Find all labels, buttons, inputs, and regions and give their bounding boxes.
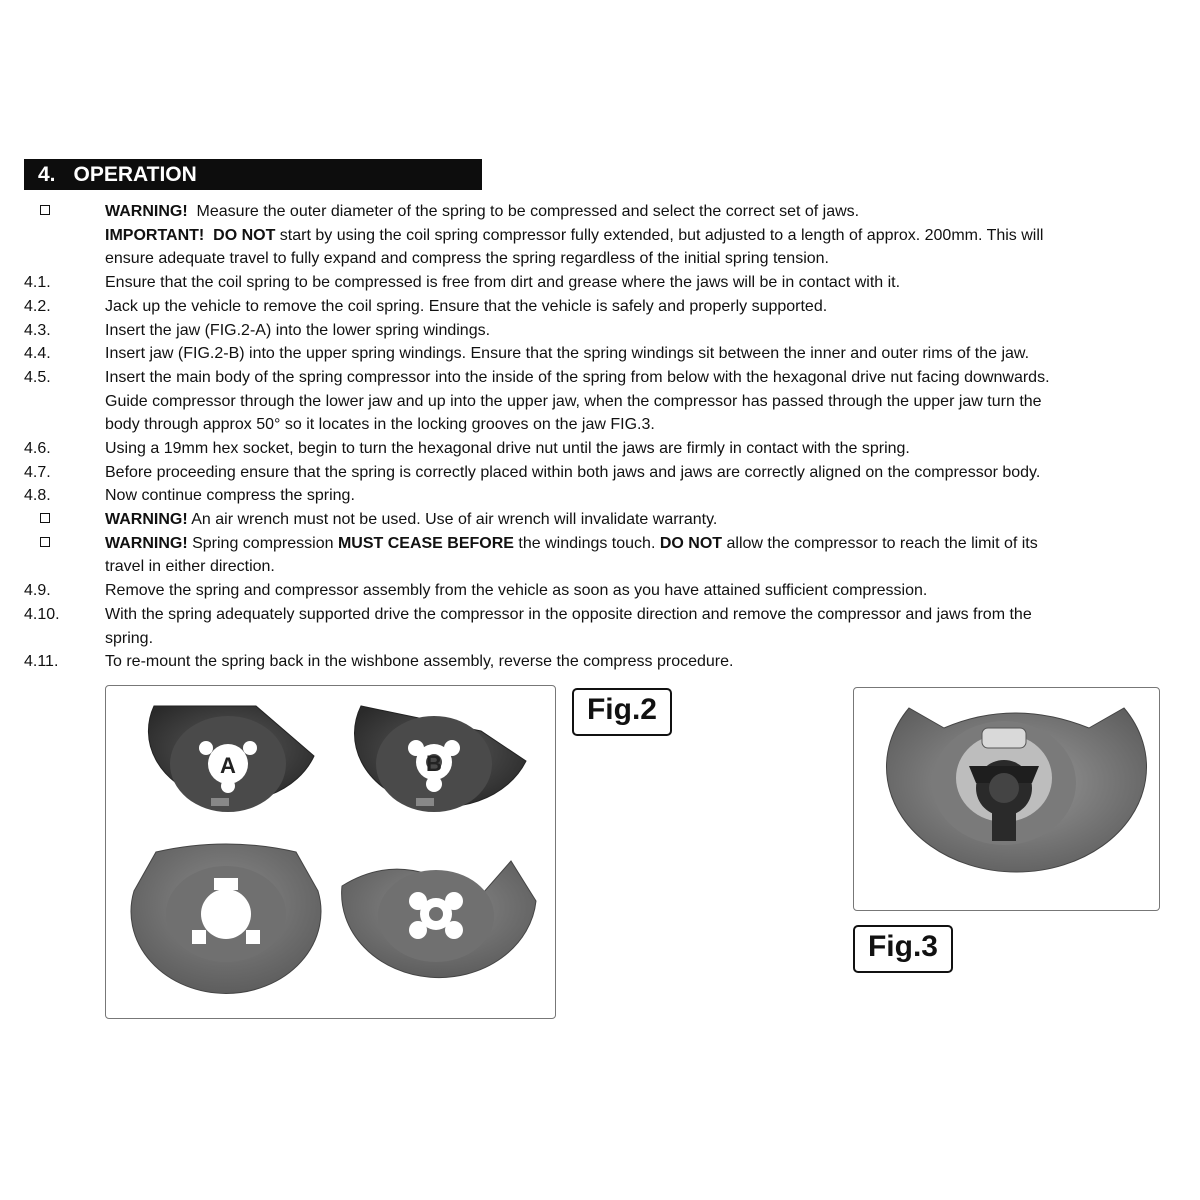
checkbox-icon <box>40 537 50 547</box>
body-text: Insert the jaw (FIG.2-A) into the lower spring windings. <box>105 321 491 339</box>
step-item <box>0 532 1200 579</box>
jaw-b-bottom <box>342 861 536 978</box>
assembled-jaw <box>887 708 1147 872</box>
body-text: With the spring adequately supported drive the compressor in the opposite direction and remove the compressor and jaws from the <box>105 605 1032 623</box>
jaw-a-bottom <box>131 844 321 993</box>
step-text-line <box>105 319 1177 343</box>
body-text: Insert jaw (FIG.2-B) into the upper spring windings. Ensure that the spring windings sit between the inner and outer rims of the jaw. <box>105 345 1030 363</box>
step-text-line <box>105 627 1177 651</box>
fig2-jaws-illustration <box>106 686 554 1017</box>
step-text-line <box>105 484 1177 508</box>
body-text: To re-mount the spring back in the wishbone assembly, reverse the compress procedure. <box>105 653 734 671</box>
body-text: the windings touch. <box>513 534 660 552</box>
emphasis-text: DO NOT <box>659 534 723 552</box>
step-item <box>0 461 1200 485</box>
step-number: 4.6. <box>24 440 51 457</box>
step-text-line <box>105 508 1177 532</box>
step-item <box>0 603 1200 650</box>
body-text: Jack up the vehicle to remove the coil spring. Ensure that the vehicle is safely and properly supported. <box>105 297 828 315</box>
step-item <box>0 484 1200 508</box>
fig2-panel <box>105 685 556 1019</box>
section-header <box>24 159 482 190</box>
step-item <box>0 366 1200 437</box>
fig2-label: Fig.2 <box>572 688 672 736</box>
section-title: OPERATION <box>73 163 197 186</box>
step-text-line <box>105 437 1177 461</box>
section-number: 4. <box>38 163 56 186</box>
body-text: Remove the spring and compressor assembly from the vehicle as soon as you have attained sufficient compression. <box>105 582 928 600</box>
step-text-line <box>105 461 1177 485</box>
step-number: 4.9. <box>24 582 51 600</box>
body-text: spring. <box>105 629 154 647</box>
step-text-line <box>105 247 1177 271</box>
body-text: Before proceeding ensure that the spring is correctly placed within both jaws and jaws are correctly aligned on the compressor body. <box>105 463 1041 481</box>
step-item <box>0 271 1200 295</box>
body-text <box>204 227 213 244</box>
step-number: 4.1. <box>24 274 51 292</box>
fig3-label: Fig.3 <box>853 925 953 973</box>
body-text: travel in either direction. <box>105 558 275 576</box>
body-text: Insert the main body of the spring compressor into the inside of the spring from below with the hexagonal drive nut facing downwards. <box>105 368 1050 386</box>
body-text: Guide compressor through the lower jaw and up into the upper jaw, when the compressor has passed through the upper jaw turn the <box>105 392 1042 410</box>
step-text-line <box>105 413 1177 437</box>
body-text: body through approx 50° so it locates in the locking grooves on the jaw FIG.3. <box>105 416 655 434</box>
step-text-line <box>105 532 1177 556</box>
step-number: 4.2. <box>24 297 51 315</box>
body-text: ensure adequate travel to fully expand and compress the spring regardless of the initial spring tension. <box>105 250 829 268</box>
step-item <box>0 437 1200 461</box>
step-item <box>0 200 1200 271</box>
step-number: 4.3. <box>24 321 51 339</box>
jaw-b-label: B <box>426 751 442 776</box>
emphasis-text: WARNING! <box>105 534 188 552</box>
step-number: 4.5. <box>24 368 51 386</box>
body-text: Using a 19mm hex socket, begin to turn the hexagonal drive nut until the jaws are firmly in contact with the spring. <box>105 440 910 457</box>
step-text-line <box>105 366 1177 390</box>
emphasis-text: WARNING! <box>105 203 188 220</box>
step-item <box>0 508 1200 532</box>
checkbox-icon <box>40 205 50 215</box>
step-item <box>0 319 1200 343</box>
step-text-line <box>105 224 1177 248</box>
step-item <box>0 295 1200 319</box>
step-number: 4.8. <box>24 487 51 505</box>
step-item <box>0 650 1200 674</box>
body-text: start by using the coil spring compressor fully extended, but adjusted to a length of approx. 200mm. This will <box>275 226 1044 244</box>
body-text: Now continue compress the spring. <box>105 487 355 505</box>
step-number: 4.4. <box>24 345 51 363</box>
emphasis-text: IMPORTANT! <box>105 226 205 244</box>
emphasis-text: DO NOT <box>213 226 276 244</box>
step-text-line <box>105 390 1177 414</box>
body-text: Measure the outer diameter of the spring to be compressed and select the correct set of jaws. <box>187 203 860 220</box>
step-text-line <box>105 603 1177 627</box>
step-number: 4.11. <box>24 653 59 671</box>
emphasis-text: WARNING! <box>105 511 188 529</box>
step-number: 4.10. <box>24 605 60 623</box>
fig3-panel <box>853 687 1160 911</box>
step-text-line <box>105 295 1177 319</box>
step-text-line <box>105 650 1177 674</box>
emphasis-text: MUST CEASE BEFORE <box>337 534 514 552</box>
step-text-line <box>105 271 1177 295</box>
jaw-a-label: A <box>220 753 236 778</box>
body-text: allow the compressor to reach the limit of its <box>722 534 1038 552</box>
body-text: An air wrench must not be used. Use of air wrench will invalidate warranty. <box>187 511 718 529</box>
step-text-line <box>105 200 1177 224</box>
body-text: Spring compression <box>187 534 338 552</box>
step-number: 4.7. <box>24 463 51 481</box>
step-text-line <box>105 579 1177 603</box>
step-item <box>0 579 1200 603</box>
step-text-line <box>105 555 1177 579</box>
step-item <box>0 342 1200 366</box>
step-text-line <box>105 342 1177 366</box>
body-text: Ensure that the coil spring to be compressed is free from dirt and grease where the jaws will be in contact with it. <box>105 274 901 292</box>
checkbox-icon <box>40 513 50 523</box>
fig3-assembly-illustration <box>854 688 1158 909</box>
